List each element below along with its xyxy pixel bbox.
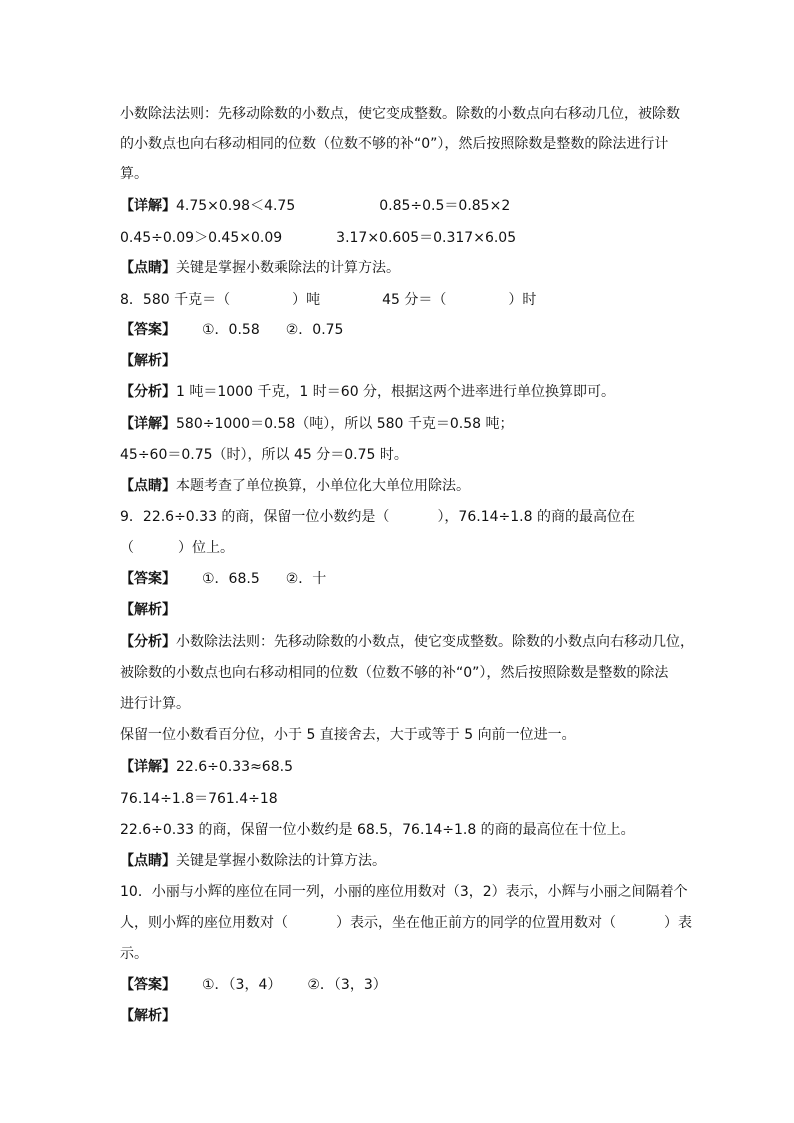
question-8: 8．580 千克＝（ ）吨 45 分＝（ ）时 bbox=[120, 292, 537, 308]
analysis-line: 【分析】小数除法法则：先移动除数的小数点，使它变成整数。除数的小数点向右移动几位， bbox=[120, 634, 694, 650]
detail-line: 【详解】22.6÷0.33≈68.5 bbox=[120, 759, 293, 775]
question-9: 9．22.6÷0.33 的商，保留一位小数约是（ ），76.14÷1.8 的商的最高位在 bbox=[120, 509, 635, 525]
tag-answer: 【答案】 bbox=[120, 322, 176, 338]
detail-line: 【详解】580÷1000＝0.58（吨），所以 580 千克＝0.58 吨； bbox=[120, 416, 514, 432]
detail-line bbox=[120, 228, 516, 248]
analysis-line: 保留一位小数看百分位，小于 5 直接舍去，大于或等于 5 向前一位进一。 bbox=[120, 727, 576, 743]
analysis-line: 被除数的小数点也向右移动相同的位数（位数不够的补“0”），然后按照除数是整数的除法 bbox=[120, 665, 669, 681]
tag-comment: 【点睛】 bbox=[120, 260, 176, 276]
answer-line: 【答案】 ①．0.58 ②．0.75 bbox=[120, 322, 344, 338]
text-line: 的小数点也向右移动相同的位数（位数不够的补“0”），然后按照除数是整数的除法进行计 bbox=[120, 136, 669, 152]
text-line: 算。 bbox=[120, 166, 148, 182]
detail-line: 45÷60＝0.75（时），所以 45 分＝0.75 时。 bbox=[120, 447, 408, 463]
comment-line: 【点睛】本题考查了单位换算，小单位化大单位用除法。 bbox=[120, 478, 470, 494]
detail-line bbox=[120, 196, 510, 216]
analysis-heading: 【解析】 bbox=[120, 353, 176, 369]
question-9-cont: （ ）位上。 bbox=[120, 540, 234, 556]
text-line: 小数除法法则：先移动除数的小数点，使它变成整数。除数的小数点向右移动几位，被除数 bbox=[120, 106, 680, 122]
expr: 0.85÷0.5＝0.85×2 bbox=[379, 198, 511, 214]
expr: 0.45÷0.09＞0.45×0.09 bbox=[120, 230, 283, 246]
answer-line: 【答案】 ①．68.5 ②．十 bbox=[120, 571, 327, 587]
expr: 4.75×0.98＜4.75 bbox=[176, 198, 296, 214]
analysis-line: 【分析】1 吨＝1000 千克，1 时＝60 分，根据这两个进率进行单位换算即可。 bbox=[120, 384, 616, 400]
question-10: 10．小丽与小辉的座位在同一列，小丽的座位用数对（3，2）表示，小辉与小丽之间隔着个 bbox=[120, 884, 688, 900]
expr: 3.17×0.605＝0.317×6.05 bbox=[336, 230, 517, 246]
detail-line: 22.6÷0.33 的商，保留一位小数约是 68.5，76.14÷1.8 的商的最高位在十位上。 bbox=[120, 822, 635, 838]
analysis-heading: 【解析】 bbox=[120, 1008, 176, 1024]
comment-line: 【点睛】关键是掌握小数除法的计算方法。 bbox=[120, 853, 386, 869]
analysis-heading: 【解析】 bbox=[120, 602, 176, 618]
answer-line: 【答案】 ①．（3，4） ②．（3，3） bbox=[120, 977, 387, 993]
comment-line: 【点睛】关键是掌握小数乘除法的计算方法。 bbox=[120, 260, 400, 276]
tag-detail: 【详解】 bbox=[120, 198, 176, 214]
analysis-line: 进行计算。 bbox=[120, 696, 190, 712]
question-10-cont: 人，则小辉的座位用数对（ ）表示，坐在他正前方的同学的位置用数对（ ）表 bbox=[120, 915, 692, 931]
question-10-cont: 示。 bbox=[120, 946, 148, 962]
detail-line: 76.14÷1.8＝761.4÷18 bbox=[120, 791, 278, 807]
